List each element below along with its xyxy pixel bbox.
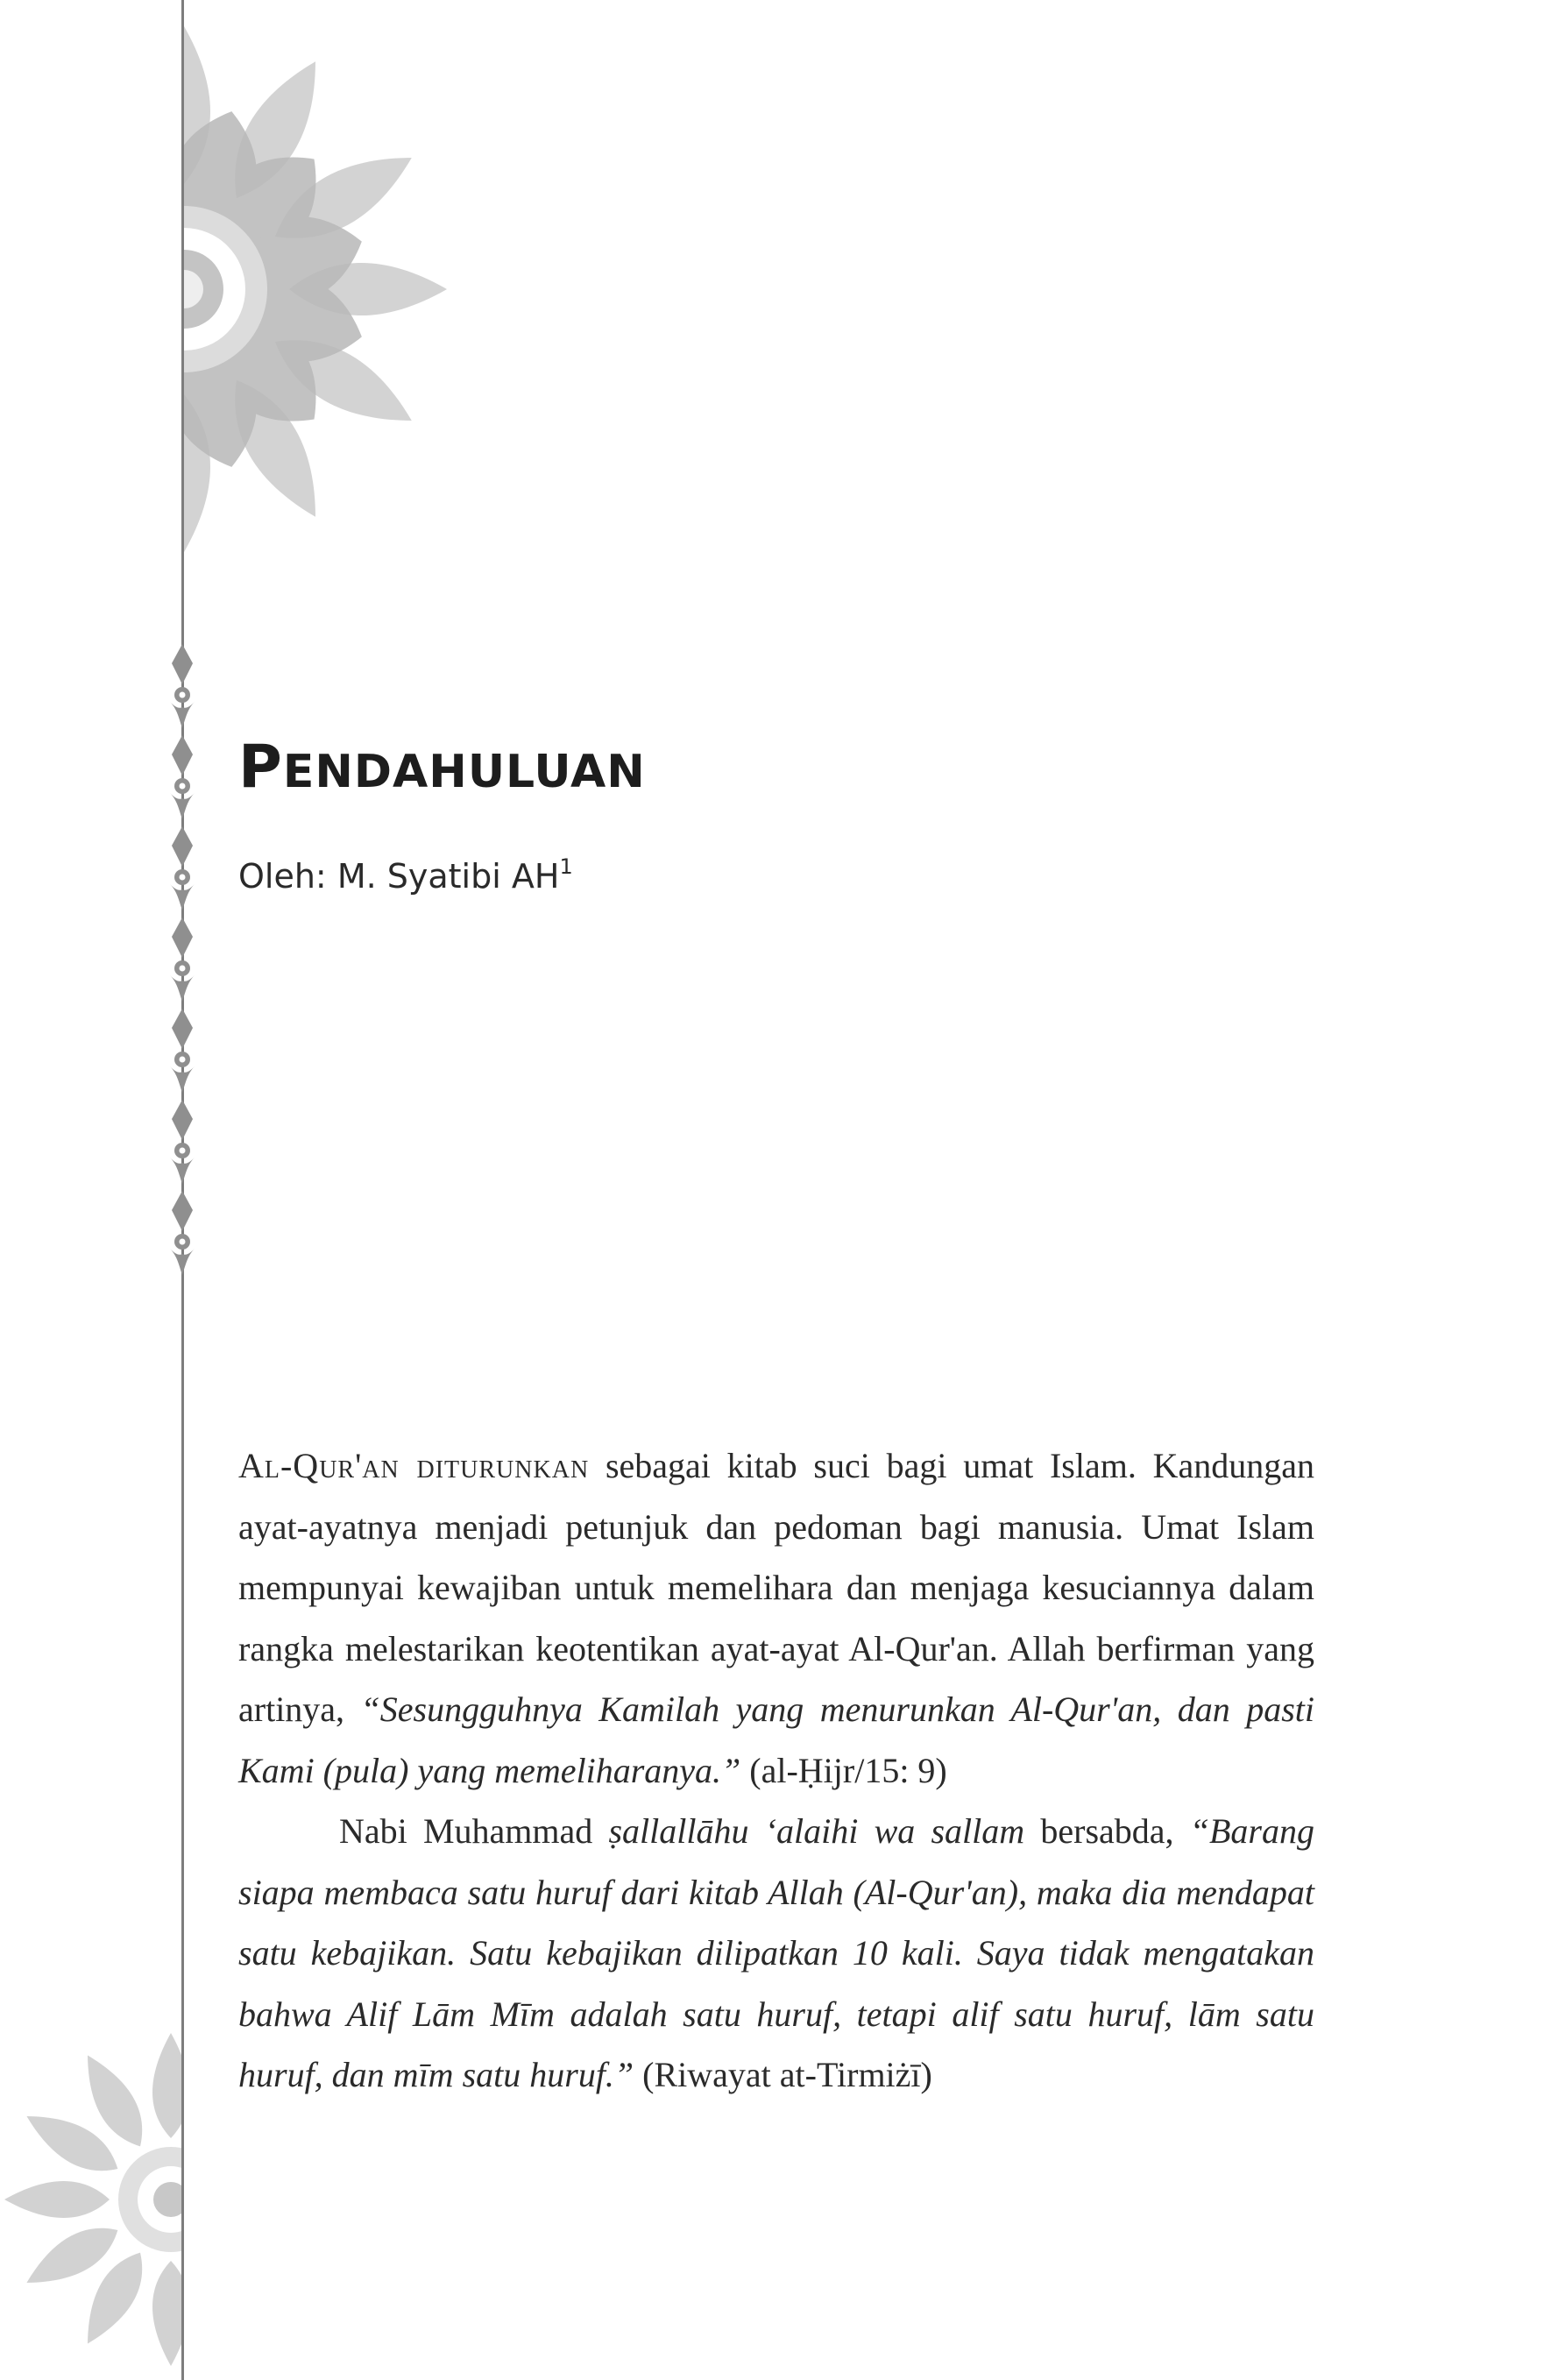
hadith-citation: (Riwayat at-Tirmiżī) xyxy=(634,2055,932,2094)
paragraph-hadith xyxy=(238,1801,1314,2106)
floral-arabesque-top-icon xyxy=(0,0,491,631)
chapter-title-rest: ENDAHULUAN xyxy=(282,745,646,798)
floral-arabesque-bottom-icon xyxy=(0,1998,210,2380)
paragraph-intro xyxy=(238,1435,1314,1801)
quran-citation: (al-Ḥijr/15: 9) xyxy=(740,1750,947,1790)
body-text xyxy=(238,1435,1314,2106)
paragraph-lead: Al-Qur'an diturunkan xyxy=(238,1446,590,1485)
salawat-phrase: ṣallallāhu ‘alaihi wa sallam xyxy=(608,1811,1025,1851)
paragraph-text: bersabda, xyxy=(1024,1811,1190,1851)
author-line xyxy=(238,854,573,896)
quran-quote: “Sesungguhnya Kamilah yang menurunkan Al-Qur'an, dan pasti Kami (pula) yang memeliharanya.” xyxy=(238,1689,1314,1790)
author-name: Oleh: M. Syatibi AH xyxy=(238,857,560,896)
chapter-title xyxy=(238,733,646,802)
diamond-bead-chain-icon xyxy=(158,644,207,1293)
paragraph-text: sebagai kitab suci bagi umat Islam. Kandungan ayat-ayatnya menjadi petunjuk dan pedoman bagi manusia. Umat Islam mempunyai kewajiban untuk memelihara dan menjaga kesuciannya dalam rangka melestarikan keotentikan ayat-ayat Al-Qur'an. Allah berfirman yang artinya, xyxy=(238,1446,1315,1729)
footnote-mark[interactable]: 1 xyxy=(559,854,573,879)
paragraph-text: Nabi Muhammad xyxy=(339,1811,609,1851)
chapter-title-initial: P xyxy=(238,732,283,802)
hadith-quote: “Barang siapa membaca satu huruf dari kitab Allah (Al-Qur'an), maka dia mendapat satu kebajikan. Satu kebajikan dilipatkan 10 kali. Saya tidak mengatakan bahwa Alif Lām Mīm adalah satu huruf, tetapi alif satu huruf, lām satu huruf, dan mīm satu huruf.” xyxy=(238,1811,1314,2094)
